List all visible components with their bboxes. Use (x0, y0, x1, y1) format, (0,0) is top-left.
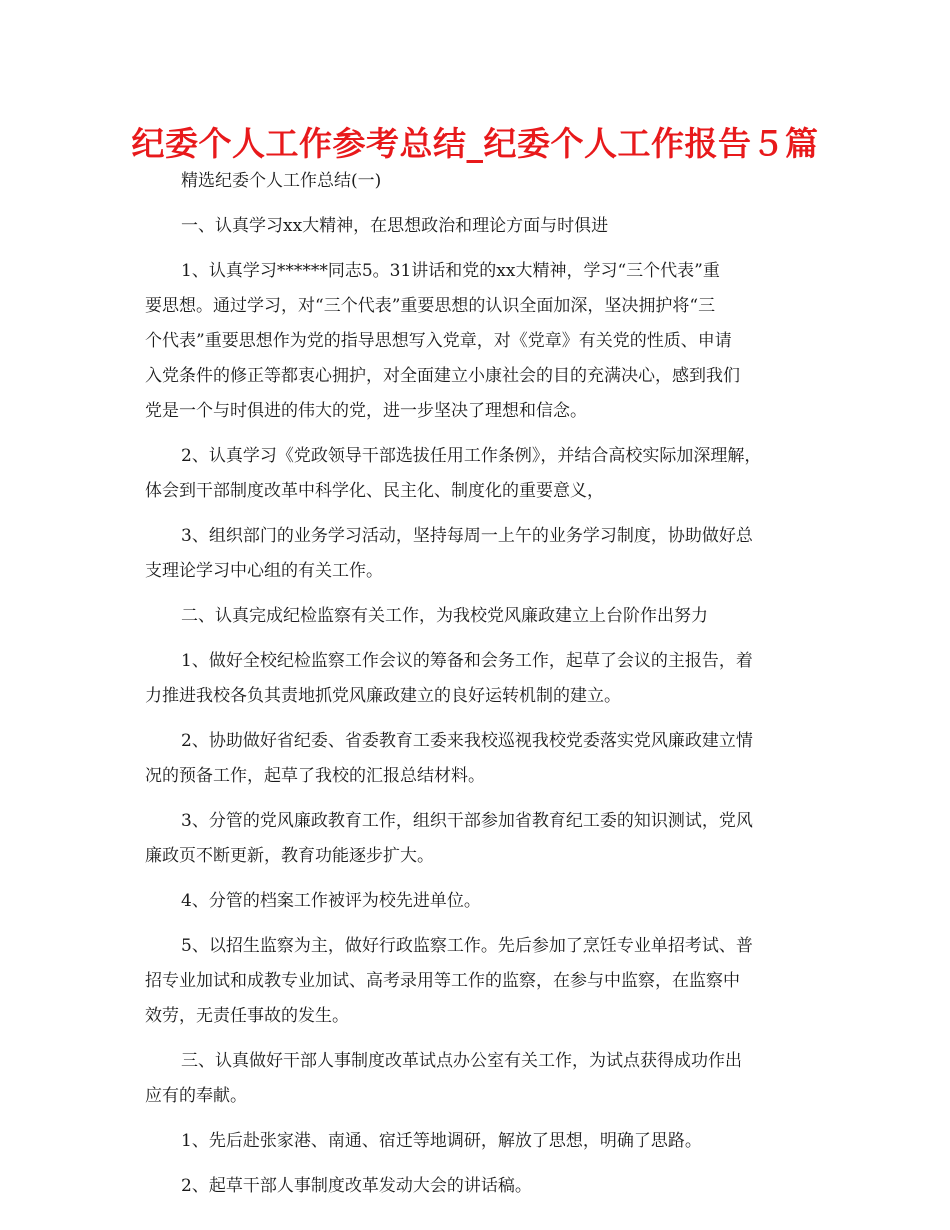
body-line: 招专业加试和成教专业加试、高考录用等工作的监察，在参与中监察，在监察中 (145, 971, 740, 991)
body-line: 4、分管的档案工作被评为校先进单位。 (181, 891, 481, 911)
body-line: 廉政页不断更新，教育功能逐步扩大。 (145, 846, 434, 866)
body-line: 支理论学习中心组的有关工作。 (145, 561, 383, 581)
body-line: 3、分管的党风廉政教育工作，组织干部参加省教育纪工委的知识测试，党风 (181, 811, 753, 831)
body-line: 3、组织部门的业务学习活动，坚持每周一上午的业务学习制度，协助做好总 (181, 526, 753, 546)
body-line: 三、认真做好干部人事制度改革试点办公室有关工作，为试点获得成功作出 (181, 1051, 742, 1071)
body-line: 1、做好全校纪检监察工作会议的筹备和会务工作，起草了会议的主报告，着 (181, 651, 753, 671)
body-line: 应有的奉献。 (145, 1086, 247, 1106)
body-line: 一、认真学习xx大精神，在思想政治和理论方面与时俱进 (181, 216, 609, 236)
body-line: 二、认真完成纪检监察有关工作，为我校党风廉政建立上台阶作出努力 (181, 606, 708, 626)
body-line: 个代表”重要思想作为党的指导思想写入党章，对《党章》有关党的性质、申请 (145, 331, 732, 351)
body-line: 况的预备工作，起草了我校的汇报总结材料。 (145, 766, 485, 786)
body-line: 1、认真学习******同志5。31讲话和党的xx大精神，学习“三个代表”重 (181, 261, 720, 281)
body-line: 党是一个与时俱进的伟大的党，进一步坚决了理想和信念。 (145, 401, 587, 421)
body-line: 精选纪委个人工作总结(一) (181, 171, 382, 191)
body-line: 力推进我校各负其责地抓党风廉政建立的良好运转机制的建立。 (145, 686, 621, 706)
body-line: 要思想。通过学习，对“三个代表”重要思想的认识全面加深，坚决拥护将“三 (145, 296, 716, 316)
body-line: 1、先后赴张家港、南通、宿迁等地调研，解放了思想，明确了思路。 (181, 1131, 702, 1151)
body-line: 5、以招生监察为主，做好行政监察工作。先后参加了烹饪专业单招考试、普 (181, 936, 753, 956)
body-line: 2、起草干部人事制度改革发动大会的讲话稿。 (181, 1176, 532, 1196)
body-line: 2、认真学习《党政领导干部选拔任用工作条例》，并结合高校实际加深理解， (181, 446, 762, 466)
body-line: 2、协助做好省纪委、省委教育工委来我校巡视我校党委落实党风廉政建立情 (181, 731, 753, 751)
body-line: 入党条件的修正等都衷心拥护，对全面建立小康社会的目的充满决心，感到我们 (145, 366, 740, 386)
body-line: 体会到干部制度改革中科学化、民主化、制度化的重要意义， (145, 481, 604, 501)
document-title: 纪委个人工作参考总结_纪委个人工作报告５篇 (131, 124, 819, 163)
body-line: 效劳，无责任事故的发生。 (145, 1006, 349, 1026)
